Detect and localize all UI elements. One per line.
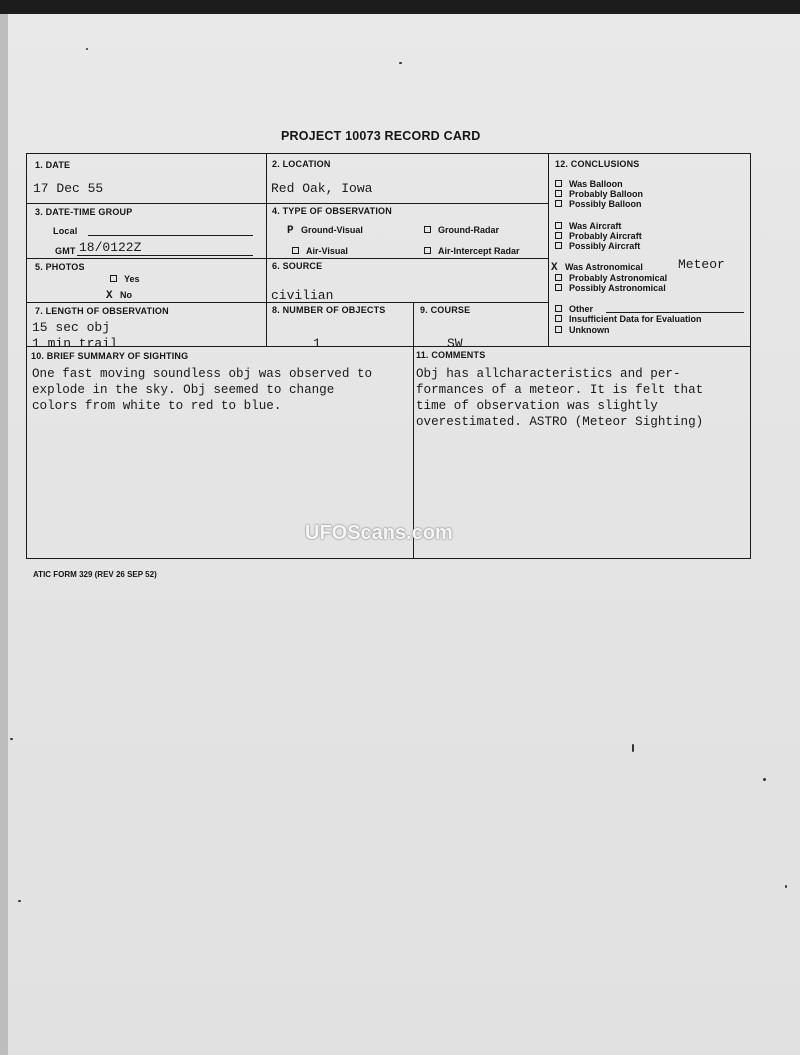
checkbox-icon (555, 242, 562, 249)
summary-label: 10. BRIEF SUMMARY OF SIGHTING (31, 351, 189, 361)
length-value-line1: 15 sec obj (32, 320, 111, 335)
checkbox-icon (555, 326, 562, 333)
photos-label: 5. PHOTOS (35, 262, 85, 272)
dtg-gmt-line (77, 255, 253, 256)
scan-speck (763, 778, 766, 781)
scan-left-edge (0, 14, 8, 1055)
dtg-gmt-label: GMT (55, 246, 76, 256)
page-title: PROJECT 10073 RECORD CARD (281, 129, 481, 143)
obs-ground-radar-option[interactable]: Ground-Radar (424, 225, 499, 235)
conclusion-probably-astronomical[interactable]: Probably Astronomical (555, 273, 667, 283)
objects-value: 1 (313, 336, 321, 347)
dtg-local-label: Local (53, 226, 78, 236)
conclusion-possibly-astronomical[interactable]: Possibly Astronomical (555, 283, 666, 293)
summary-text (32, 366, 372, 414)
checkbox-icon (555, 200, 562, 207)
scan-speck (10, 738, 13, 740)
comments-line: overestimated. ASTRO (Meteor Sighting) (416, 415, 704, 429)
length-value-line2: 1 min trail (32, 336, 118, 347)
source-label: 6. SOURCE (272, 261, 323, 271)
scan-speck (785, 885, 787, 888)
conclusions-label: 12. CONCLUSIONS (555, 159, 640, 169)
conclusion-unknown[interactable]: Unknown (555, 325, 610, 335)
scan-speck (86, 48, 88, 50)
conclusion-other-line (606, 312, 744, 313)
scan-speck (632, 744, 634, 752)
photos-no-option[interactable]: X No (106, 290, 132, 302)
checkbox-icon (110, 275, 117, 282)
scan-speck (18, 900, 21, 902)
divider (27, 258, 548, 259)
checkbox-icon (424, 226, 431, 233)
conclusion-probably-aircraft[interactable]: Probably Aircraft (555, 231, 642, 241)
checkbox-icon (555, 190, 562, 197)
checkbox-icon (555, 180, 562, 187)
conclusion-was-balloon[interactable]: Was Balloon (555, 179, 623, 189)
conclusion-other[interactable]: Other (555, 304, 593, 314)
divider (27, 203, 548, 204)
objects-label: 8. NUMBER OF OBJECTS (272, 305, 386, 315)
obs-ground-visual-option[interactable]: P Ground-Visual (287, 225, 363, 237)
comments-text (416, 366, 703, 430)
course-label: 9. COURSE (420, 305, 471, 315)
divider (266, 154, 267, 347)
conclusion-possibly-balloon[interactable]: Possibly Balloon (555, 199, 642, 209)
checkbox-icon (424, 247, 431, 254)
conclusion-was-aircraft[interactable]: Was Aircraft (555, 221, 621, 231)
checkbox-icon (555, 274, 562, 281)
location-value: Red Oak, Iowa (271, 181, 373, 196)
checkbox-icon (555, 222, 562, 229)
checkbox-icon (555, 284, 562, 291)
conclusion-possibly-aircraft[interactable]: Possibly Aircraft (555, 241, 640, 251)
conclusion-probably-balloon[interactable]: Probably Balloon (555, 189, 643, 199)
checked-box-icon: P (287, 225, 294, 237)
length-label: 7. LENGTH OF OBSERVATION (35, 306, 169, 316)
checkbox-icon (555, 232, 562, 239)
summary-line: One fast moving soundless obj was observed to (32, 367, 373, 381)
summary-line: colors from white to red to blue. (32, 399, 282, 413)
comments-line: Obj has allcharacteristics and per- (416, 367, 681, 381)
photos-yes-option[interactable]: Yes (110, 274, 140, 284)
divider (548, 154, 549, 347)
checked-box-icon: X (106, 290, 113, 302)
date-label: 1. DATE (35, 160, 71, 170)
divider (413, 302, 414, 558)
conclusion-insufficient-data[interactable]: Insufficient Data for Evaluation (555, 314, 702, 324)
conclusion-astronomical-note: Meteor (678, 257, 725, 272)
comments-label: 11. COMMENTS (416, 350, 486, 360)
summary-line: explode in the sky. Obj seemed to change (32, 383, 335, 397)
watermark: UFOScans.com (305, 522, 453, 544)
obs-air-intercept-radar-option[interactable]: Air-Intercept Radar (424, 246, 520, 256)
dtg-label: 3. DATE-TIME GROUP (35, 207, 133, 217)
checked-box-icon: X (551, 262, 558, 274)
checkbox-icon (555, 315, 562, 322)
divider (27, 346, 750, 347)
course-value: SW (447, 336, 463, 347)
source-value: civilian (271, 288, 334, 303)
conclusion-was-astronomical[interactable]: X Was Astronomical (551, 262, 643, 274)
scan-speck (399, 62, 402, 64)
comments-line: formances of a meteor. It is felt that (416, 383, 704, 397)
dtg-gmt-value: 18/0122Z (79, 240, 142, 255)
comments-line: time of observation was slightly (416, 399, 658, 413)
location-label: 2. LOCATION (272, 159, 331, 169)
form-number: ATIC FORM 329 (REV 26 SEP 52) (33, 570, 157, 579)
date-value: 17 Dec 55 (33, 181, 104, 196)
checkbox-icon (292, 247, 299, 254)
obs-air-visual-option[interactable]: Air-Visual (292, 246, 348, 256)
observation-type-label: 4. TYPE OF OBSERVATION (272, 206, 392, 216)
checkbox-icon (555, 305, 562, 312)
dtg-local-line (88, 235, 253, 236)
